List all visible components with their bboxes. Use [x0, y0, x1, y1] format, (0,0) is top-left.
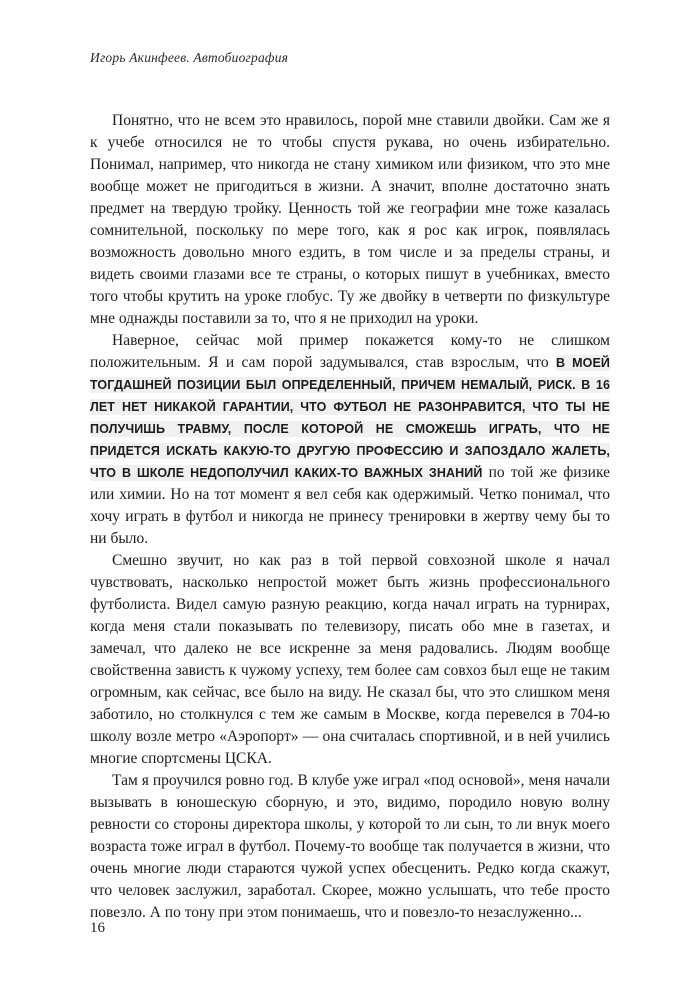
paragraph-2-text-after: по той же физике или химии. Но на тот момент я вел себя как одержимый. Четко понимал, что хочу играть в футбол и никогда не принесу тренировки в жертву чему бы то ни было. [90, 464, 610, 547]
page-number: 16 [90, 920, 105, 936]
paragraph-1: Понятно, что не всем это нравилось, порой мне ставили двойки. Сам же я к учебе относился не то чтобы спустя рукава, но очень избирательно. Понимал, например, что никогда не стану химиком или физиком, что это мне вообще может не пригодиться в жизни. А значит, вполне достаточно знать предмет на твердую тройку. Ценность той же географии мне тоже казалась сомнительной, поскольку по мере того, как я рос как игрок, появлялась возможность довольно много ездить, в том числе и за пределы страны, и видеть своими глазами все те страны, о которых пишут в учебниках, вместо того чтобы крутить на уроке глобус. Ту же двойку в четверти по физкультуре мне однажды поставили за то, что я не приходил на уроки. [90, 112, 610, 327]
paragraph-3: Смешно звучит, но как раз в той первой совхозной школе я начал чувствовать, насколько непростой может быть жизнь профессионального футболиста. Видел самую разную реакцию, когда начал играть на турнирах, когда меня стали показывать по телевизору, писать обо мне в газетах, и замечал, что далеко не все искренне за меня радовались. Людям вообще свойственна зависть к чужому успеху, тем более сам совхоз был еще не таким огромным, как сейчас, все было на виду. Не сказал бы, что это слишком меня заботило, но столкнулся с тем же самым в Москве, когда перевелся в 704-ю школу возле метро «Аэропорт» — она считалась спортивной, и в ней учились многие спортсмены ЦСКА. [90, 552, 610, 767]
running-header: Игорь Акинфеев. Автобиография [90, 50, 289, 65]
paragraph-4: Там я проучился ровно год. В клубе уже играл «под основой», меня начали вызывать в юношескую сборную, и это, видимо, породило новую волну ревности со стороны директора школы, у которой то ли сын, то ли внук моего возраста тоже играл в футбол. Почему-то вообще так получается в жизни, что очень многие люди стараются чужой успех обесценить. Редко когда скажут, что человек заслужил, заработал. Скорее, можно услышать, что тебе просто повезло. А по тону при этом понимаешь, что и повезло-то незаслуженно... [90, 772, 610, 921]
paragraph-2-text-before: Наверное, сейчас мой пример покажется кому-то не слишком положительным. Я и сам порой задумывался, став взрослым, что [90, 332, 610, 371]
body-text [90, 110, 610, 924]
paragraph-2 [90, 330, 610, 550]
emphasized-bold-text: В МОЕЙ ТОГДАШНЕЙ ПОЗИЦИИ БЫЛ ОПРЕДЕЛЕННЫЙ, ПРИЧЕМ НЕМАЛЫЙ, РИСК. В 16 ЛЕТ НЕТ НИКАКОЙ ГАРАНТИИ, ЧТО ФУТБОЛ НЕ РАЗОНРАВИТСЯ, ЧТО ТЫ НЕ ПОЛУЧИШЬ ТРАВМУ, ПОСЛЕ КОТОРОЙ НЕ СМОЖЕШЬ ИГРАТЬ, ЧТО НЕ ПРИДЕТСЯ ИСКАТЬ КАКУЮ-ТО ДРУГУЮ ПРОФЕССИЮ И ЗАПОЗДАЛО ЖАЛЕТЬ, ЧТО В ШКОЛЕ НЕДОПОЛУЧИЛ КАКИХ-ТО ВАЖНЫХ ЗНАНИЙ [90, 356, 611, 480]
